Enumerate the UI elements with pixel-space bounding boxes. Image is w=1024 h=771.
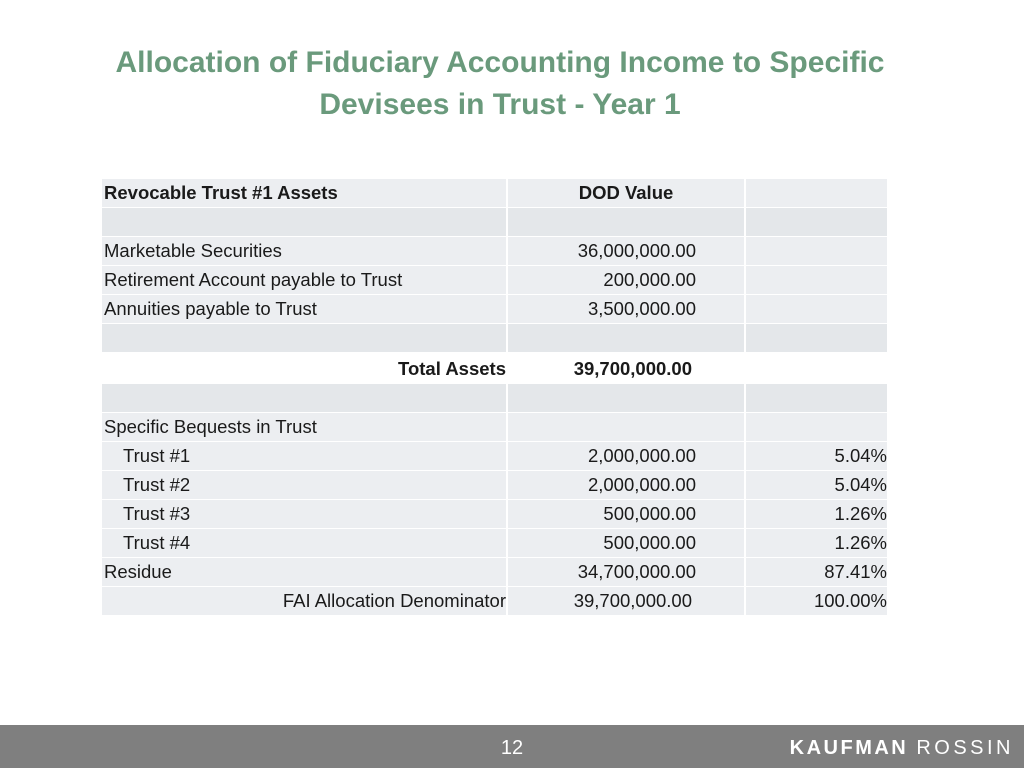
bequest-value: 500,000.00 [508, 500, 744, 528]
bequest-label: Trust #2 [102, 471, 506, 499]
asset-value: 3,500,000.00 [508, 295, 744, 323]
allocation-table [102, 179, 887, 616]
page-number: 12 [500, 737, 524, 759]
denominator-pct: 100.00% [746, 587, 887, 615]
total-value: 39,700,000.00 [508, 353, 744, 383]
table-row [102, 266, 887, 294]
table-row [102, 413, 887, 441]
bequest-value: 2,000,000.00 [508, 442, 744, 470]
table-row [102, 471, 887, 499]
logo-kaufman: KAUFMAN [789, 737, 909, 759]
table-row [102, 442, 887, 470]
header-assets-label: Revocable Trust #1 Assets [102, 179, 506, 207]
residue-row [102, 558, 887, 586]
bequest-label: Trust #4 [102, 529, 506, 557]
asset-label: Annuities payable to Trust [102, 295, 506, 323]
header-pct [746, 179, 887, 207]
asset-label: Marketable Securities [102, 237, 506, 265]
table-row [102, 529, 887, 557]
total-label: Total Assets [102, 353, 506, 383]
denominator-row [102, 587, 887, 615]
table-header-row [102, 179, 887, 207]
table-row [102, 237, 887, 265]
asset-value: 200,000.00 [508, 266, 744, 294]
bequest-pct: 1.26% [746, 500, 887, 528]
logo-rossin: ROSSIN [916, 737, 1014, 759]
header-dod-value: DOD Value [508, 179, 744, 207]
bequest-pct: 5.04% [746, 442, 887, 470]
slide-title [0, 42, 1000, 126]
blank-row [102, 384, 887, 412]
bequest-pct: 1.26% [746, 529, 887, 557]
bequests-heading: Specific Bequests in Trust [102, 413, 506, 441]
title-line-2: Devisees in Trust - Year 1 [319, 88, 681, 121]
table-row [102, 295, 887, 323]
asset-value: 36,000,000.00 [508, 237, 744, 265]
residue-label: Residue [102, 558, 506, 586]
blank-row [102, 324, 887, 352]
footer-bar [0, 725, 1024, 768]
denominator-value: 39,700,000.00 [508, 587, 744, 615]
denominator-label: FAI Allocation Denominator [102, 587, 506, 615]
table-row [102, 500, 887, 528]
residue-value: 34,700,000.00 [508, 558, 744, 586]
bequest-value: 500,000.00 [508, 529, 744, 557]
bequest-label: Trust #3 [102, 500, 506, 528]
bequest-pct: 5.04% [746, 471, 887, 499]
bequest-label: Trust #1 [102, 442, 506, 470]
bequest-value: 2,000,000.00 [508, 471, 744, 499]
kaufman-rossin-logo [790, 725, 1014, 768]
total-row [102, 353, 887, 383]
asset-label: Retirement Account payable to Trust [102, 266, 506, 294]
title-line-1: Allocation of Fiduciary Accounting Income to Specific [115, 46, 885, 79]
residue-pct: 87.41% [746, 558, 887, 586]
blank-row [102, 208, 887, 236]
